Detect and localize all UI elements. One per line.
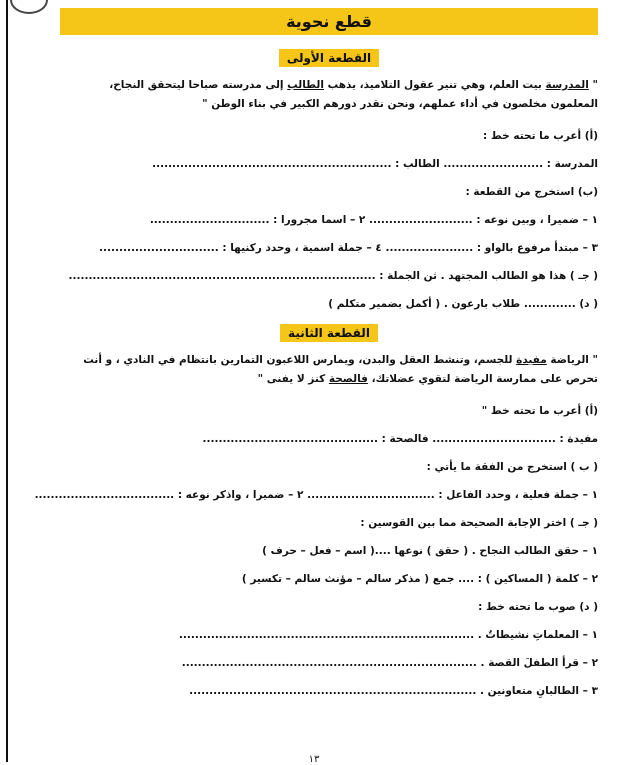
passage-text: " الرياضة xyxy=(546,354,598,366)
exercise-line: ( د) ............. طلاب بارعون . ( أكمل بضمير متكلم ) xyxy=(328,298,598,310)
exercise-line: (أ) أعرب ما تحته خط : xyxy=(483,130,598,142)
passage-text: بيت العلم، وهي تنير عقول التلاميذ، يذهب xyxy=(323,79,546,91)
passage-text: إلى مدرسته صباحا ليتحقق النجاح، المعلمون مخلصون في أداء عملهم، ونحن نقدر دورهم الكبير في بناء الوطن " xyxy=(109,79,598,110)
section-1-title: القطعة الأولى xyxy=(279,49,379,67)
exercise-line: ٢ – كلمة ( المساكين ) : .... جمع ( مذكر سالم – مؤنث سالم – تكسير ) xyxy=(241,573,598,585)
exercise-line: ٣ – الطالبانِ متعاونين . ........................................................................ xyxy=(189,685,598,697)
exercise-line: ١ – جملة فعلية ، وحدد الفاعل : ................................ ٢ – ضميرا ، واذكر نوعه : ................................... xyxy=(34,489,598,501)
exercise-line: المدرسة : ......................... الطالب : ............................................................ xyxy=(152,158,598,170)
exercise-line: (ب) استخرج من القطعة : xyxy=(465,186,598,198)
section-2-passage xyxy=(60,351,598,389)
underlined-word: الطالب xyxy=(287,79,324,91)
section-1-title-wrap xyxy=(60,47,598,66)
page-left-border xyxy=(6,0,8,762)
passage-text: للجسم، وتنشط العقل والبدن، ويمارس اللاعبون التمارين بانتظام في النادي ، و أنت تحرص على ممارسة الرياضة لتقوي عضلاتك، xyxy=(83,354,598,385)
exercise-line: ١ – حقق الطالب النجاح . ( حقق ) نوعها ....( اسم – فعل – حرف ) xyxy=(262,545,598,557)
page-title: قطع نحوية xyxy=(60,8,598,35)
exercise-line: ( د) صوب ما تحته خط : xyxy=(478,601,598,613)
passage-text: كنز لا يفنى " xyxy=(257,373,329,385)
exercise-line: مفيدة : ............................... فالصحة : ............................................ xyxy=(202,433,598,445)
exercise-line: ( جـ ) اختر الإجابة الصحيحة مما بين القوسين : xyxy=(360,517,598,529)
underlined-word: مفيدة xyxy=(516,354,547,366)
page-number: ١٣ xyxy=(308,754,320,765)
passage-text: " xyxy=(588,79,598,91)
corner-decoration xyxy=(10,0,48,14)
underlined-word: فالصحة xyxy=(328,373,368,385)
exercise-line: (أ) أعرب ما تحته خط " xyxy=(481,405,598,417)
exercise-line: ٣ – مبتدأ مرفوع بالواو : ...................... ٤ – جملة اسمية ، وحدد ركنيها : .............................. xyxy=(99,242,598,254)
exercise-line: ١ – ضميرا ، وبين نوعه : .......................... ٢ – اسما مجرورا : .............................. xyxy=(149,214,598,226)
exercise-line: ٢ – قرأ الطفلَ القصة . .......................................................................... xyxy=(181,657,598,669)
underlined-word: المدرسة xyxy=(545,79,589,91)
exercise-line: ١ – المعلماتِ نشيطاتٌ . .......................................................................... xyxy=(178,629,598,641)
exercise-line: ( ب ) استخرج من الفقة ما يأتي : xyxy=(426,461,598,473)
section-2-title-wrap xyxy=(60,322,598,341)
exercise-line: ( جـ ) هذا هو الطالب المجتهد . ثن الجملة : ............................................................................. xyxy=(68,270,598,282)
section-2-title: القطعة الثانية xyxy=(280,324,378,342)
section-1-passage xyxy=(60,76,598,114)
worksheet-page xyxy=(34,8,598,705)
